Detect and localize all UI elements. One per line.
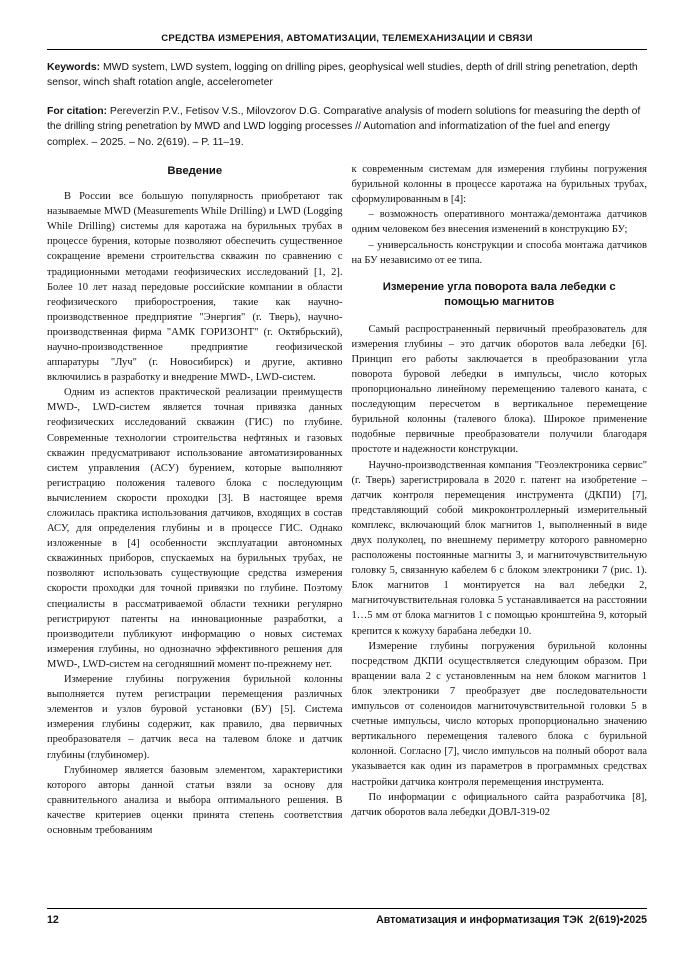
keywords-label: Keywords: (47, 62, 101, 73)
citation-label: For citation: (47, 105, 108, 117)
citation-text: Pereverzin P.V., Fetisov V.S., Milovzorov D.G. Comparative analysis of modern solutions for measuring the depth of the drilling string penetration by MWD and LWD logging processes // Automation and informatization of the fuel and energy complex. – 2025. – No. 2(619). – P. 11–19. (47, 105, 641, 148)
paragraph: В России все большую популярность приобретают так называемые MWD (Measurements While Drilling) и LWD (Logging While Drilling) системы для каротажа на бурильных трубах в процессе бурения, которые позволяют обеспечить существенное сокращение времени строительства скважин по сравнению с традиционными методами геофизических исследований [1, 2]. Более 10 лет назад передовые российские компании в области геофизического приборостроения, такие как научно-производственное предприятие "Энергия" (г. Тверь), научно-производственная фирма "АМК ГОРИЗОНТ" (г. Октябрьский), научно-производственное предприятие геофизической аппаратуры "Луч" (г. Новосибирск) и другие, активно включились в разработку и внедрение MWD-, LWD-систем. (47, 191, 343, 384)
paragraph: Одним из аспектов практической реализации преимуществ MWD-, LWD-систем является точная привязка данных геофизических исследований скважин (ГИС) по глубине. Современные технологии строительства нефтяных и газовых скважин предусматривают использование автоматизированных систем управления (АСУ) бурением, которые выполняют регистрацию положения талевого блока с последующим вычислением скорости проходки [3]. В настоящее время сложилась практика использования датчиков, входящих в состав АСУ, для определения глубины и в процессе ГИС. Однако изложенные в [4] особенности эксплуатации автономных скважинных приборов, спускаемых на бурильных трубах, не позволяют использовать существующие средства измерения скорости проходки для точной привязки по глубине. Поэтому специалисты в рассматриваемой области техники регулярно регистрируют патенты на инновационные разработки, а производители публикуют информацию о новых системах измерения глубины, но однозначно эффективного решения для MWD-, LWD-систем на сегодняшний момент по-прежнему нет. (47, 387, 343, 670)
header-rule (47, 49, 647, 50)
right-column (352, 162, 648, 912)
paragraph: Измерение глубины погружения бурильной колонны посредством ДКПИ осуществляется следующим образом. При вращении вала 2 с установленным на нем блоком магнитов 1 блок электроники 7 преобразует две последовательности импульсов от соленоидов магниточувствительной головки 5 в счетные импульсы, число которых пропорционально значению вертикального перемещения талевого блока с бурильной колонной. Согласно [7], число импульсов на полный оборот вала указывается как один из параметров в программных средствах настройки датчика контроля перемещения инструмента. (351, 640, 647, 788)
bullet-item: – возможность оперативного монтажа/демонтажа датчиков одним человеком без внесения изменений в конструкцию БУ; (351, 209, 647, 236)
keywords-paragraph (47, 60, 647, 91)
two-column-body (47, 162, 647, 912)
keywords-text: MWD system, LWD system, logging on drilling pipes, geophysical well studies, depth of drill string penetration, depth sensor, winch shaft rotation angle, accelerometer (47, 62, 638, 89)
page-number: 12 (47, 914, 59, 926)
paragraph: Самый распространенный первичный преобразователь для измерения глубины – это датчик оборотов вала лебедки [6]. Принцип его работы заключается в преобразовании угла поворота буровой лебедки в импульсы, число которых пропорционально линейному перемещению талевого каната, с последующим пересчетом в вертикальное перемещение бурильной колонны (талевого блока). Широкое применение подобные первичные преобразователи получили благодаря простоте и надежности конструкции. (351, 323, 647, 456)
meta-block (47, 60, 647, 150)
paragraph: Научно-производственная компания "Геоэлектроника сервис" (г. Тверь) зарегистрировала в 2020 г. патент на изобретение – датчик контроля перемещения инструмента (ДКПИ) [7], представляющий собой микроконтроллерный измерительный комплекс, включающий блок магнитов 1, выполненный в виде двух полуколец, по внешнему периметру которого равномерно расположены постоянные магниты 3, и магниточувствительную головку 5, связанную кабелем 6 с блоком электроники 7 (рис. 1). Блок магнитов 1 монтируется на вал лебедки 2, магниточувствительная головка 5 устанавливается на расстоянии 1…5 мм от блока магнитов 1 с помощью кронштейна 9, который крепится к кожуху барабана лебедки 10. (351, 459, 647, 637)
journal-title: Автоматизация и информатизация ТЭК 2(619)•2025 (376, 914, 647, 926)
page-footer (47, 908, 647, 926)
citation-paragraph (47, 104, 647, 150)
section-heading-introduction: Введение (167, 165, 223, 178)
running-head: СРЕДСТВА ИЗМЕРЕНИЯ, АВТОМАТИЗАЦИИ, ТЕЛЕМЕХАНИЗАЦИИ И СВЯЗИ (161, 33, 533, 44)
paragraph: Глубиномер является базовым элементом, характеристики которого авторы данной статьи взяли за основу для сравнительного анализа и выбора оптимального решения. В качестве критериев оценки принята степень соответствия основным требованиям (47, 764, 343, 836)
paragraph: Измерение глубины погружения бурильной колонны выполняется путем регистрации перемещения различных элементов и узлов буровой установки (БУ) [5]. Система измерения глубины содержит, как правило, два первичных преобразователя – датчик веса на талевом блоке и датчик глубины (глубиномер). (47, 674, 343, 761)
paragraph: По информации с официального сайта разработчика [8], датчик оборотов вала лебедки ДОВЛ-319-02 (351, 791, 647, 818)
bullet-item: – универсальность конструкции и способа монтажа датчиков на БУ независимо от ее типа. (351, 239, 647, 266)
paragraph-continuation: к современным системам для измерения глубины погружения бурильной колонны в процессе каротажа на бурильных трубах, сформулированным в [4]: (351, 164, 647, 206)
footer-rule (47, 908, 647, 909)
left-column (47, 162, 343, 912)
section-heading-winch-angle-measurement: Измерение угла поворота вала лебедки с помощью магнитов (382, 280, 616, 308)
